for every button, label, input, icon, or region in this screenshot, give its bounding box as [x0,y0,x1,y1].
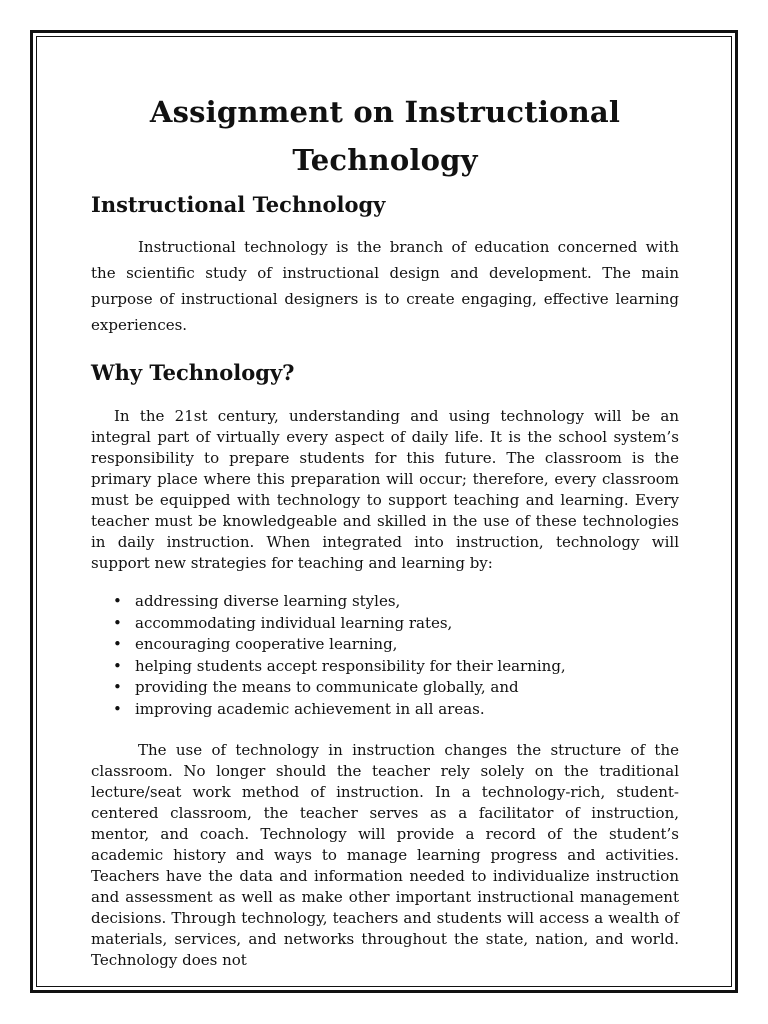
document-content [91,88,679,971]
list-item-text: improving academic achievement in all areas. [135,699,485,718]
bullet-icon: • [113,678,122,696]
list-item [113,634,679,656]
list-item [113,677,679,699]
bullet-icon: • [113,613,122,632]
bullet-icon: • [113,592,122,610]
bullet-icon: • [113,699,122,718]
list-item-text: accommodating individual learning rates, [135,613,453,632]
list-item [113,656,679,678]
list-item [113,699,679,721]
section-heading-why-technology: Why Technology? [91,360,295,385]
list-item-text: helping students accept responsibility for their learning, [135,656,566,675]
section-heading-instructional-technology: Instructional Technology [91,192,386,217]
technology-use-paragraph: The use of technology in instruction changes the structure of the classroom. No longer should the teacher rely solely on the traditional lecture/seat work method of instruction. In a technology-rich, student-centered classroom, the teacher serves as a facilitator of instruction, mentor, and coach. Technology will provide a record of the student’s academic history and ways to manage learning progress and activities. Teachers have the data and information needed to individualize instruction and assessment as well as make other important instructional management decisions. Through technology, teachers and students will access a wealth of materials, services, and networks throughout the state, nation, and world. Technology does not [91,741,679,969]
list-item [113,613,679,635]
list-item-text: providing the means to communicate globally, and [135,678,519,696]
list-item-text: encouraging cooperative learning, [135,635,398,653]
bullet-icon: • [113,656,122,675]
list-item-text: addressing diverse learning styles, [135,592,401,610]
list-item [113,591,679,613]
document-title: Assignment on Instructional Technology [149,95,621,177]
benefits-list [91,591,679,720]
why-technology-paragraph: In the 21st century, understanding and using technology will be an integral part of virtually every aspect of daily life. It is the school system’s responsibility to prepare students for this future. The classroom is the primary place where this preparation will occur; therefore, every classroom must be equipped with technology to support teaching and learning. Every teacher must be knowledgeable and skilled in the use of these technologies in daily instruction. When integrated into instruction, technology will support new strategies for teaching and learning by: [91,407,679,572]
intro-paragraph: Instructional technology is the branch of education concerned with the scientific study of instructional design and development. The main purpose of instructional designers is to create engaging, effective learning experiences. [91,238,679,334]
bullet-icon: • [113,635,122,653]
